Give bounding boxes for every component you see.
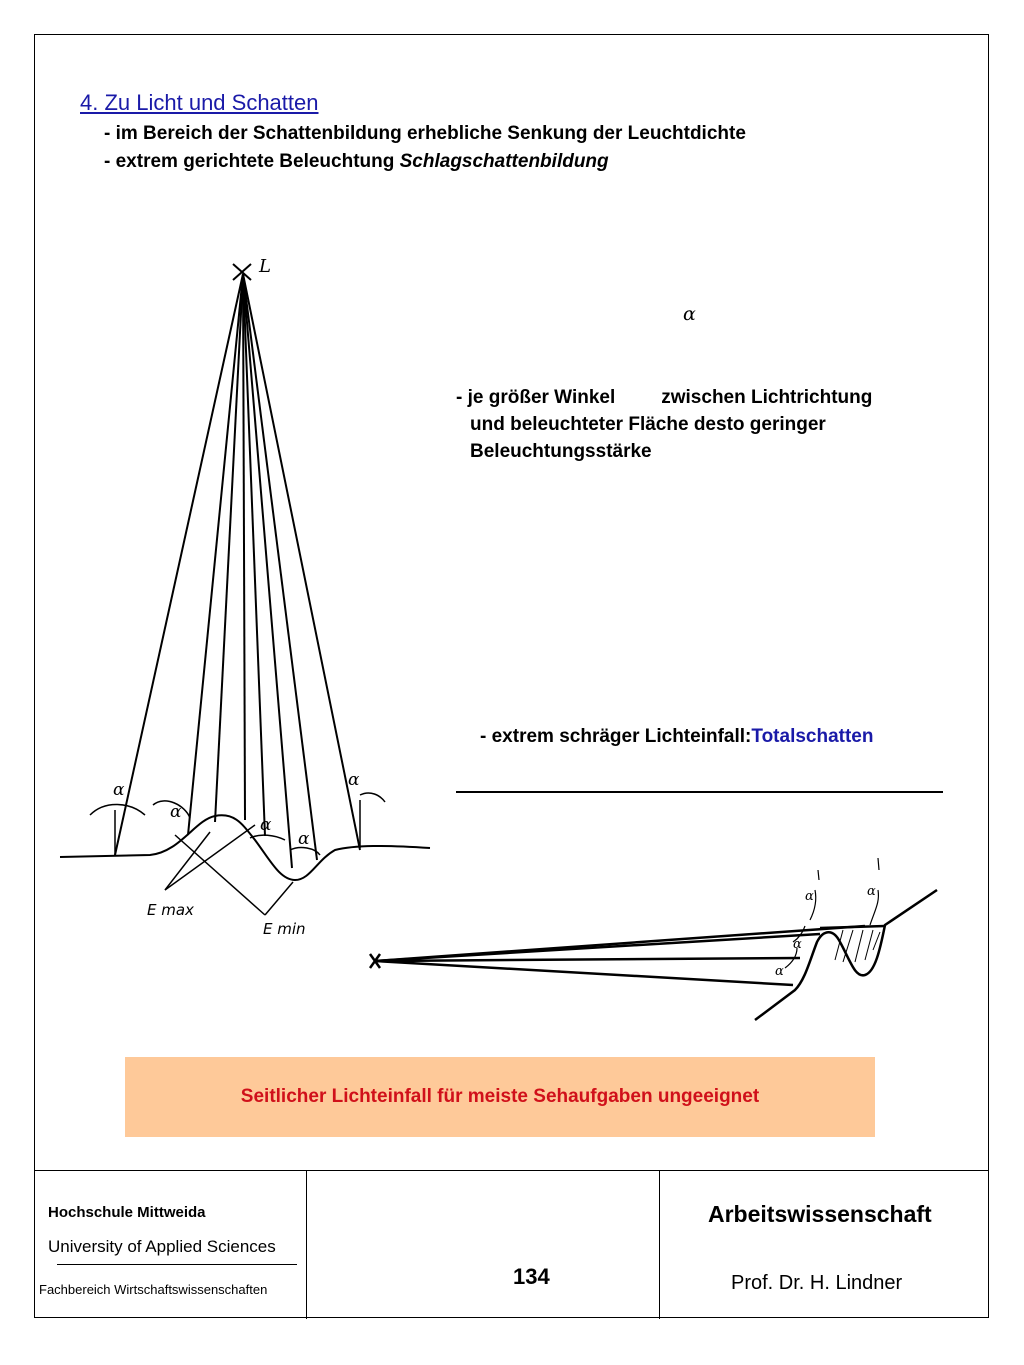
footer-subject-cell xyxy=(659,1171,990,1319)
e-min-label: E min xyxy=(263,920,306,938)
bullet-directed-lighting-italic: Schlagschattenbildung xyxy=(399,151,609,172)
angle-label-1: α xyxy=(113,780,125,800)
total-shadow-highlight: Totalschatten xyxy=(751,726,874,747)
bullet-directed-lighting xyxy=(104,151,609,173)
e-max-label: E max xyxy=(147,901,194,919)
total-shadow-note xyxy=(480,726,873,748)
department-name: Fachbereich Wirtschaftswissenschaften xyxy=(39,1282,268,1297)
bullet-shadow-luminance: - im Bereich der Schattenbildung erhebliche Senkung der Leuchtdichte xyxy=(104,123,746,144)
page-number: 134 xyxy=(513,1264,550,1289)
grazing-angle-label-4: α xyxy=(775,964,784,979)
angle-label-4: α xyxy=(298,829,310,849)
alpha-symbol: α xyxy=(683,303,696,325)
university-english: University of Applied Sciences xyxy=(48,1237,276,1256)
angle-note-line1 xyxy=(456,384,956,411)
university-name: Hochschule Mittweida xyxy=(48,1204,206,1221)
subject-title: Arbeitswissenschaft xyxy=(708,1201,932,1227)
angle-label-2: α xyxy=(170,802,182,822)
grazing-light-diagram xyxy=(365,850,945,1030)
university-underline xyxy=(57,1264,297,1265)
section-title: 4. Zu Licht und Schatten xyxy=(80,90,319,115)
angle-note-line3: Beleuchtungsstärke xyxy=(470,441,652,462)
total-shadow-prefix: - extrem schräger Lichteinfall: xyxy=(480,726,752,747)
angle-note-line1-a: - je größer Winkel xyxy=(456,387,616,408)
angle-label-3: α xyxy=(260,815,272,835)
source-label: L xyxy=(259,256,271,277)
angle-note-line2: und beleuchteter Fläche desto geringer xyxy=(470,414,826,435)
light-cone-diagram xyxy=(55,250,445,950)
grazing-angle-label-1: α xyxy=(805,889,814,904)
grazing-angle-label-3: α xyxy=(793,937,802,952)
callout-box xyxy=(125,1057,875,1137)
angle-note-line1-b: zwischen Lichtrichtung xyxy=(661,387,873,408)
angle-label-5: α xyxy=(348,770,360,790)
angle-note xyxy=(456,384,956,465)
author-name: Prof. Dr. H. Lindner xyxy=(731,1272,903,1294)
bullet-directed-lighting-text: - extrem gerichtete Beleuchtung xyxy=(104,151,400,172)
callout-text: Seitlicher Lichteinfall für meiste Sehaufgaben ungeeignet xyxy=(240,1086,760,1107)
grazing-angle-label-2: α xyxy=(867,884,876,899)
divider-line xyxy=(456,791,943,793)
